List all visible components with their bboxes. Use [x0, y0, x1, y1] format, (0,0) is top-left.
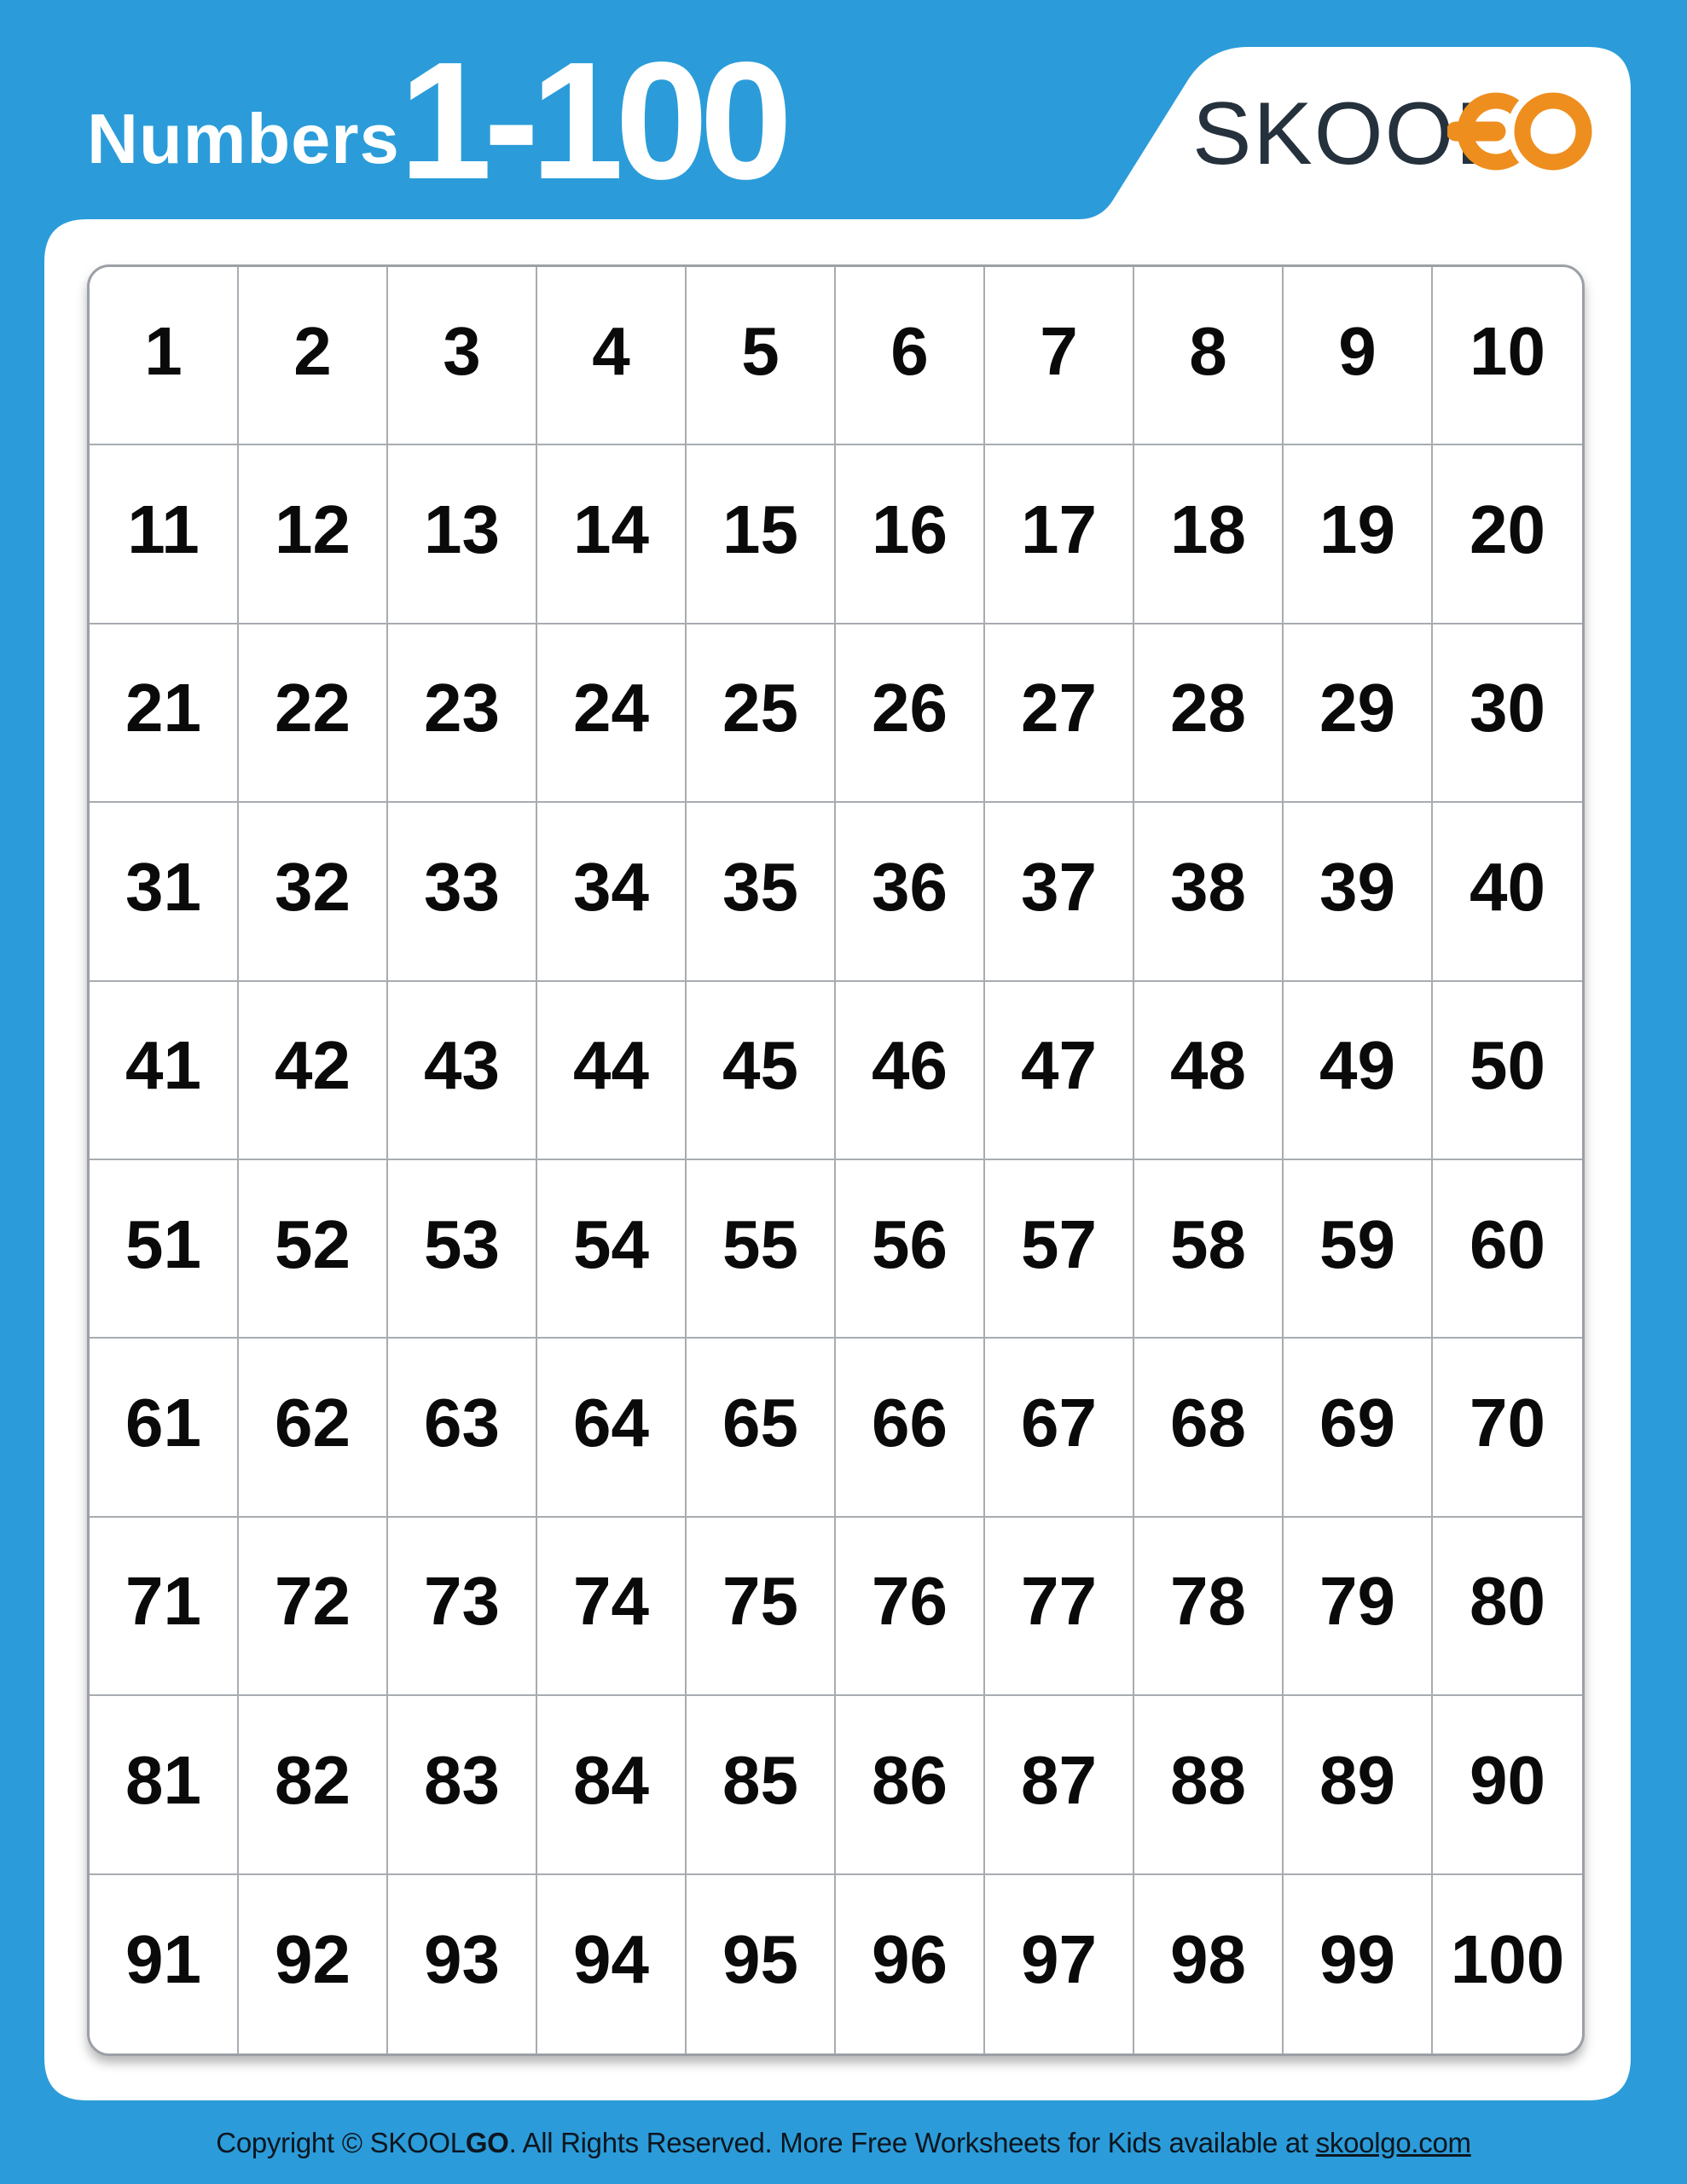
grid-cell: 47: [985, 982, 1134, 1160]
grid-cell: 73: [388, 1518, 537, 1696]
grid-cell: 57: [985, 1160, 1134, 1339]
grid-cell: 25: [687, 624, 836, 803]
grid-cell: 31: [90, 803, 239, 981]
grid-cell: 42: [239, 982, 388, 1160]
grid-cell: 12: [239, 445, 388, 624]
grid-cell: 54: [537, 1160, 687, 1339]
grid-cell: 64: [537, 1339, 687, 1517]
grid-cell: 38: [1134, 803, 1284, 981]
grid-cell: 81: [90, 1696, 239, 1874]
grid-cell: 26: [836, 624, 985, 803]
grid-cell: 39: [1284, 803, 1433, 981]
grid-cell: 49: [1284, 982, 1433, 1160]
grid-cell: 61: [90, 1339, 239, 1517]
grid-cell: 45: [687, 982, 836, 1160]
grid-cell: 59: [1284, 1160, 1433, 1339]
grid-cell: 3: [388, 267, 537, 445]
copyright-middle-text: . All Rights Reserved. More Free Worksheets for Kids available at: [508, 2127, 1316, 2158]
grid-cell: 94: [537, 1875, 687, 2053]
footer-copyright: [0, 2126, 1687, 2160]
grid-cell: 75: [687, 1518, 836, 1696]
grid-cell: 86: [836, 1696, 985, 1874]
brand-name: SKOOL: [369, 2127, 466, 2158]
grid-cell: 78: [1134, 1518, 1284, 1696]
grid-cell: 44: [537, 982, 687, 1160]
grid-cell: 83: [388, 1696, 537, 1874]
grid-cell: 67: [985, 1339, 1134, 1517]
grid-cell: 85: [687, 1696, 836, 1874]
grid-cell: 29: [1284, 624, 1433, 803]
grid-cell: 37: [985, 803, 1134, 981]
grid-cell: 20: [1433, 445, 1582, 624]
grid-cell: 41: [90, 982, 239, 1160]
grid-cell: 79: [1284, 1518, 1433, 1696]
grid-cell: 87: [985, 1696, 1134, 1874]
page-title: Numbers: [87, 99, 400, 178]
grid-cell: 91: [90, 1875, 239, 2053]
grid-cell: 4: [537, 267, 687, 445]
grid-cell: 71: [90, 1518, 239, 1696]
grid-cell: 43: [388, 982, 537, 1160]
grid-cell: 18: [1134, 445, 1284, 624]
grid-cell: 24: [537, 624, 687, 803]
grid-cell: 28: [1134, 624, 1284, 803]
grid-cell: 2: [239, 267, 388, 445]
number-grid: [87, 264, 1585, 2056]
grid-cell: 19: [1284, 445, 1433, 624]
grid-cell: 66: [836, 1339, 985, 1517]
grid-cell: 27: [985, 624, 1134, 803]
grid-cell: 92: [239, 1875, 388, 2053]
skoolgo-link[interactable]: skoolgo.com: [1315, 2127, 1471, 2158]
grid-cell: 90: [1433, 1696, 1582, 1874]
grid-cell: 97: [985, 1875, 1134, 2053]
grid-cell: 14: [537, 445, 687, 624]
grid-cell: 95: [687, 1875, 836, 2053]
grid-cell: 10: [1433, 267, 1582, 445]
grid-cell: 36: [836, 803, 985, 981]
grid-cell: 77: [985, 1518, 1134, 1696]
grid-cell: 80: [1433, 1518, 1582, 1696]
grid-cell: 32: [239, 803, 388, 981]
grid-cell: 68: [1134, 1339, 1284, 1517]
brand-suffix: GO: [465, 2127, 509, 2158]
grid-cell: 70: [1433, 1339, 1582, 1517]
grid-cell: 65: [687, 1339, 836, 1517]
grid-cell: 56: [836, 1160, 985, 1339]
grid-cell: 11: [90, 445, 239, 624]
grid-cell: 6: [836, 267, 985, 445]
grid-cell: 82: [239, 1696, 388, 1874]
grid-cell: 98: [1134, 1875, 1284, 2053]
grid-cell: 40: [1433, 803, 1582, 981]
grid-cell: 52: [239, 1160, 388, 1339]
grid-cell: 30: [1433, 624, 1582, 803]
grid-cell: 48: [1134, 982, 1284, 1160]
grid-cell: 55: [687, 1160, 836, 1339]
grid-cell: 21: [90, 624, 239, 803]
grid-cell: 72: [239, 1518, 388, 1696]
copyright-text: Copyright ©: [216, 2127, 370, 2158]
grid-cell: 17: [985, 445, 1134, 624]
grid-cell: 62: [239, 1339, 388, 1517]
grid-cell: 89: [1284, 1696, 1433, 1874]
grid-cell: 74: [537, 1518, 687, 1696]
grid-cell: 50: [1433, 982, 1582, 1160]
grid-cell: 99: [1284, 1875, 1433, 2053]
grid-cell: 9: [1284, 267, 1433, 445]
grid-cell: 58: [1134, 1160, 1284, 1339]
grid-cell: 16: [836, 445, 985, 624]
grid-cell: 53: [388, 1160, 537, 1339]
grid-cell: 35: [687, 803, 836, 981]
grid-cell: 15: [687, 445, 836, 624]
grid-cell: 93: [388, 1875, 537, 2053]
grid-cell: 34: [537, 803, 687, 981]
grid-cell: 46: [836, 982, 985, 1160]
grid-cell: 84: [537, 1696, 687, 1874]
page-title-range: 1-100: [399, 27, 785, 214]
grid-cell: 51: [90, 1160, 239, 1339]
grid-cell: 60: [1433, 1160, 1582, 1339]
grid-cell: 88: [1134, 1696, 1284, 1874]
grid-cell: 8: [1134, 267, 1284, 445]
grid-cell: 5: [687, 267, 836, 445]
grid-cell: 22: [239, 624, 388, 803]
grid-cell: 13: [388, 445, 537, 624]
logo-text: SKOOL: [1192, 84, 1507, 183]
grid-cell: 76: [836, 1518, 985, 1696]
grid-cell: 63: [388, 1339, 537, 1517]
logo-go-icon: [1447, 89, 1597, 174]
grid-cell: 33: [388, 803, 537, 981]
grid-cell: 1: [90, 267, 239, 445]
grid-cell: 23: [388, 624, 537, 803]
grid-cell: 100: [1450, 1921, 1565, 1998]
grid-cell: 69: [1284, 1339, 1433, 1517]
grid-cell: 7: [985, 267, 1134, 445]
grid-cell: 96: [836, 1875, 985, 2053]
